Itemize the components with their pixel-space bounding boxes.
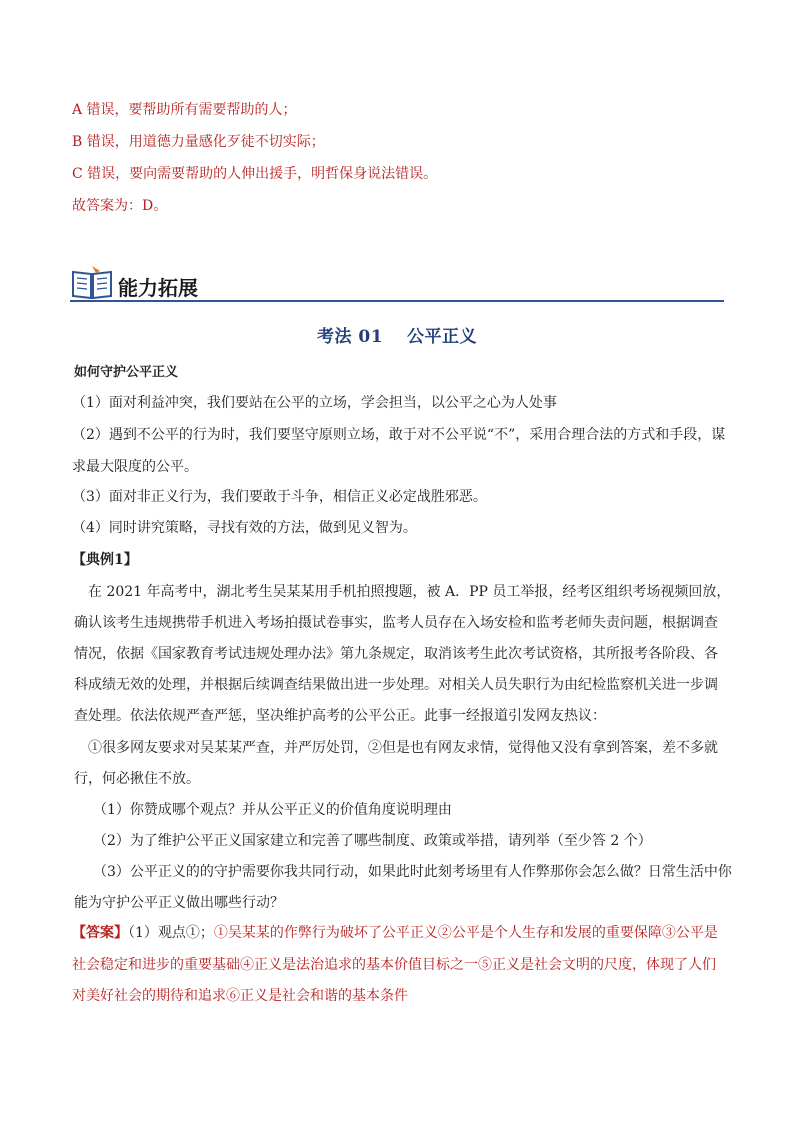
open-book-icon xyxy=(70,264,114,300)
how-to-item-2: （2）遇到不公平的行为时，我们要坚守原则立场，敢于对不公平说“不”，采用合理合法的方式和手段，谋 xyxy=(72,427,726,443)
example-opinion-line: ①很多网友要求对吴某某严查，并严厉处罚，②但是也有网友求情，觉得他又没有拿到答案，差不多就 xyxy=(88,740,718,756)
section-header xyxy=(70,262,724,304)
example-question-2: （2）为了维护公平正义国家建立和完善了哪些制度、政策或举措，请列举（至少答 2 个） xyxy=(93,833,652,849)
law-title: 考法 01 公平正义 xyxy=(317,327,477,347)
answer-label: 【答案】 xyxy=(72,925,128,941)
example-paragraph-line: 查处理。依法依规严查严惩，坚决维护高考的公平公正。此事一经报道引发网友热议： xyxy=(74,708,606,724)
how-to-item-2-cont: 求最大限度的公平。 xyxy=(72,459,198,475)
example-paragraph-line: 在 2021 年高考中，湖北考生吴某某用手机拍照搜题，被 A．PP 员工举报，经考区组织考场视频回放， xyxy=(74,584,731,600)
example-paragraph-line: 情况，依据《国家教育考试违规处理办法》第九条规定，取消该考生此次考试资格，其所报考各阶段、各 xyxy=(74,646,718,662)
example-question-1: （1）你赞成哪个观点？并从公平正义的价值角度说明理由 xyxy=(93,802,452,818)
answer-line-3: 对美好社会的期待和追求⑥正义是社会和谐的基本条件 xyxy=(72,988,408,1004)
answer-prefix: （1）观点①； xyxy=(128,925,214,941)
example-label: 【典例1】 xyxy=(72,552,138,568)
answer-option-b: B 错误，用道德力量感化歹徒不切实际； xyxy=(72,134,325,150)
answer-text: ①吴某某的作弊行为破坏了公平正义②公平是个人生存和发展的重要保障③公平是 xyxy=(213,925,718,941)
section-divider xyxy=(70,300,724,302)
answer-line-2: 社会稳定和进步的重要基础④正义是法治追求的基本价值目标之一⑤正义是社会文明的尺度，体现了人们 xyxy=(72,957,716,973)
example-paragraph-line: 科成绩无效的处理，并根据后续调查结果做出进一步处理。对相关人员失职行为由纪检监察机关进一步调 xyxy=(74,677,718,693)
section-title: 能力拓展 xyxy=(118,276,198,300)
example-question-3: （3）公平正义的的守护需要你我共同行动，如果此时此刻考场里有人作弊那你会怎么做？日常生活中你 xyxy=(93,864,732,880)
example-opinion-line: 行，何必揪住不放。 xyxy=(74,771,200,787)
how-to-item-4: （4）同时讲究策略，寻找有效的方法，做到见义智为。 xyxy=(72,520,417,536)
answer-line-1 xyxy=(72,923,718,943)
answer-option-a: A 错误，要帮助所有需要帮助的人； xyxy=(72,102,297,118)
how-to-item-3: （3）面对非正义行为，我们要敢于斗争，相信正义必定战胜邪恶。 xyxy=(72,489,487,505)
example-paragraph-line: 确认该考生违规携带手机进入考场拍摄试卷事实，监考人员存在入场安检和监考老师失责问题，根据调查 xyxy=(74,615,718,631)
answer-conclusion: 故答案为：D。 xyxy=(72,198,168,214)
example-question-3-cont: 能为守护公平正义做出哪些行动？ xyxy=(74,895,284,911)
how-to-title: 如何守护公平正义 xyxy=(74,365,179,380)
answer-option-c: C 错误，要向需要帮助的人伸出援手，明哲保身说法错误。 xyxy=(72,166,438,182)
how-to-item-1: （1）面对利益冲突，我们要站在公平的立场，学会担当，以公平之心为人处事 xyxy=(72,395,557,411)
